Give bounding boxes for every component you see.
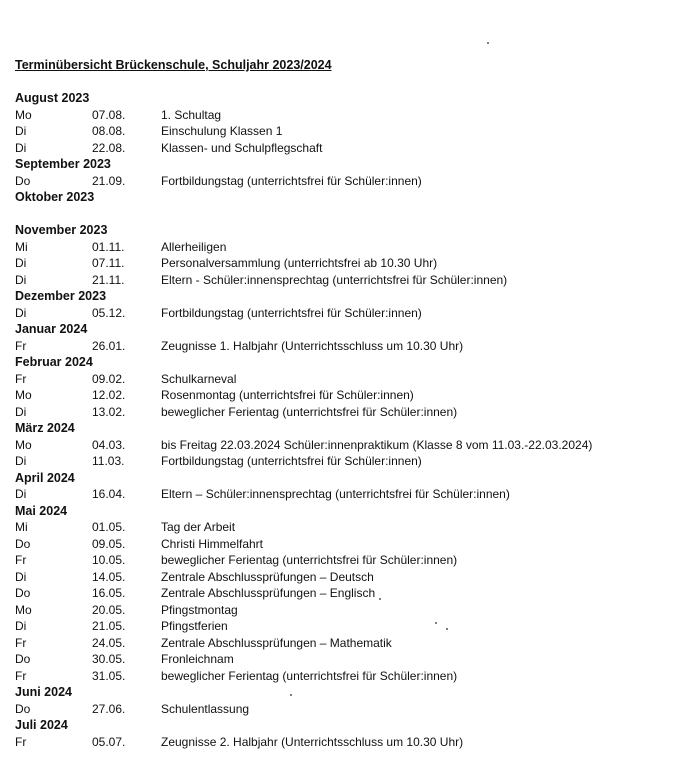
- event-date: 14.05.: [92, 569, 126, 584]
- event-description: Einschulung Klassen 1: [161, 124, 283, 138]
- event-row: [15, 734, 685, 751]
- event-weekday: Do: [15, 586, 31, 600]
- event-weekday: Di: [15, 272, 27, 287]
- event-weekday: Mo: [15, 388, 32, 402]
- event-row: [15, 140, 685, 157]
- event-date: 05.12.: [92, 305, 126, 320]
- event-row: [15, 305, 685, 322]
- event-description: Personalversammlung (unterrichtsfrei ab 10.30 Uhr): [161, 256, 438, 270]
- event-description: Klassen- und Schulpflegschaft: [161, 140, 323, 155]
- event-row: [15, 536, 685, 553]
- event-description: 1. Schultag: [161, 107, 222, 122]
- month-heading: März 2024: [15, 421, 75, 435]
- event-weekday: Mo: [15, 437, 32, 452]
- event-date: 07.08.: [92, 107, 126, 122]
- event-description: Christi Himmelfahrt: [161, 536, 264, 551]
- month-heading: April 2024: [15, 470, 75, 485]
- event-description: Fortbildungstag (unterrichtsfrei für Schüler:innen): [161, 305, 422, 320]
- event-row: [15, 123, 685, 140]
- event-weekday: Do: [15, 173, 31, 188]
- event-row: [15, 338, 685, 355]
- scan-speck: [435, 622, 437, 624]
- event-weekday: Fr: [15, 668, 27, 683]
- event-description: Zentrale Abschlussprüfungen – Mathematik: [161, 635, 392, 650]
- document-title: Terminübersicht Brückenschule, Schuljahr 2023/2024: [15, 58, 332, 72]
- month-heading: Mai 2024: [15, 503, 68, 518]
- event-weekday: Mo: [15, 602, 32, 617]
- month-heading: Oktober 2023: [15, 190, 95, 204]
- event-date: 07.11.: [92, 256, 125, 270]
- month-heading: Juni 2024: [15, 685, 72, 699]
- scan-speck: [290, 694, 292, 696]
- event-weekday: Di: [15, 454, 27, 468]
- event-date: 05.07.: [92, 734, 126, 749]
- event-description: Tag der Arbeit: [161, 520, 236, 534]
- event-weekday: Mi: [15, 239, 28, 254]
- event-row: [15, 173, 685, 190]
- event-weekday: Di: [15, 487, 27, 501]
- event-date: 11.03.: [92, 454, 125, 468]
- event-description: Pfingstmontag: [161, 602, 238, 617]
- month-heading: November 2023: [15, 223, 108, 237]
- event-description: beweglicher Ferientag (unterrichtsfrei für Schüler:innen): [161, 668, 458, 683]
- event-weekday: Fr: [15, 635, 27, 650]
- event-weekday: Do: [15, 536, 31, 551]
- scan-speck: [487, 42, 489, 44]
- month-heading: Januar 2024: [15, 322, 88, 336]
- event-row: [15, 107, 685, 124]
- month-heading: Dezember 2023: [15, 289, 107, 303]
- event-description: Fortbildungstag (unterrichtsfrei für Schüler:innen): [161, 454, 422, 468]
- event-date: 10.05.: [92, 553, 126, 567]
- event-row: [15, 239, 685, 256]
- event-date: 01.11.: [92, 239, 125, 254]
- event-row: [15, 651, 685, 668]
- event-weekday: Fr: [15, 553, 27, 567]
- event-row: [15, 585, 685, 602]
- event-date: 26.01.: [92, 338, 126, 353]
- event-date: 13.02.: [92, 404, 126, 419]
- event-weekday: Fr: [15, 371, 27, 386]
- event-date: 12.02.: [92, 388, 126, 402]
- event-row: [15, 519, 685, 536]
- event-date: 16.04.: [92, 487, 126, 501]
- event-weekday: Do: [15, 652, 31, 666]
- event-row: [15, 602, 685, 619]
- event-description: Zentrale Abschlussprüfungen – Englisch: [161, 586, 376, 600]
- month-heading: Februar 2024: [15, 355, 93, 369]
- event-row: [15, 486, 685, 503]
- event-description: Zeugnisse 2. Halbjahr (Unterrichtsschluss um 10.30 Uhr): [161, 734, 464, 749]
- event-weekday: Di: [15, 256, 27, 270]
- event-row: [15, 618, 685, 635]
- blank-line: [15, 206, 685, 223]
- event-row: [15, 453, 685, 470]
- event-description: Allerheiligen: [161, 239, 227, 254]
- event-row: [15, 371, 685, 388]
- event-row: [15, 272, 685, 289]
- month-heading: September 2023: [15, 157, 111, 171]
- event-date: 22.08.: [92, 140, 126, 155]
- event-date: 24.05.: [92, 635, 126, 650]
- event-row: [15, 668, 685, 685]
- event-row: [15, 569, 685, 586]
- event-weekday: Fr: [15, 734, 27, 749]
- event-description: Pfingstferien: [161, 619, 228, 633]
- event-weekday: Mo: [15, 107, 32, 122]
- event-description: Fronleichnam: [161, 652, 234, 666]
- event-date: 01.05.: [92, 520, 126, 534]
- event-weekday: Di: [15, 124, 27, 138]
- event-date: 20.05.: [92, 602, 126, 617]
- event-description: Schulkarneval: [161, 371, 237, 386]
- event-date: 21.05.: [92, 619, 126, 633]
- event-weekday: Di: [15, 305, 27, 320]
- event-weekday: Fr: [15, 338, 27, 353]
- event-date: 16.05.: [92, 586, 126, 600]
- event-weekday: Di: [15, 619, 27, 633]
- event-description: Rosenmontag (unterrichtsfrei für Schüler:innen): [161, 388, 414, 402]
- event-row: [15, 635, 685, 652]
- event-row: [15, 437, 685, 454]
- event-row: [15, 701, 685, 718]
- event-weekday: Di: [15, 569, 27, 584]
- month-heading: August 2023: [15, 91, 90, 105]
- event-date: 08.08.: [92, 124, 126, 138]
- event-date: 21.09.: [92, 173, 126, 188]
- event-description: bis Freitag 22.03.2024 Schüler:innenpraktikum (Klasse 8 vom 11.03.-22.03.2024): [161, 437, 593, 452]
- event-date: 31.05.: [92, 668, 126, 683]
- event-description: Eltern - Schüler:innensprechtag (unterrichtsfrei für Schüler:innen): [161, 272, 508, 287]
- event-description: beweglicher Ferientag (unterrichtsfrei für Schüler:innen): [161, 404, 458, 419]
- event-row: [15, 404, 685, 421]
- event-description: Fortbildungstag (unterrichtsfrei für Schüler:innen): [161, 173, 422, 188]
- event-description: Zentrale Abschlussprüfungen – Deutsch: [161, 569, 374, 584]
- event-weekday: Di: [15, 404, 27, 419]
- event-description: beweglicher Ferientag (unterrichtsfrei für Schüler:innen): [161, 553, 458, 567]
- scan-speck: [446, 628, 448, 630]
- month-heading: Juli 2024: [15, 718, 68, 732]
- event-weekday: Mi: [15, 520, 28, 534]
- event-date: 21.11.: [92, 272, 125, 287]
- event-description: Schulentlassung: [161, 701, 250, 716]
- event-date: 09.05.: [92, 536, 126, 551]
- event-row: [15, 387, 685, 404]
- event-row: [15, 552, 685, 569]
- event-date: 04.03.: [92, 437, 126, 452]
- scan-speck: [379, 598, 381, 600]
- event-date: 09.02.: [92, 371, 126, 386]
- event-weekday: Do: [15, 701, 31, 716]
- event-description: Eltern – Schüler:innensprechtag (unterrichtsfrei für Schüler:innen): [161, 487, 510, 501]
- event-date: 27.06.: [92, 701, 126, 716]
- schedule-list: [15, 90, 685, 750]
- event-row: [15, 255, 685, 272]
- event-description: Zeugnisse 1. Halbjahr (Unterrichtsschluss um 10.30 Uhr): [161, 338, 464, 353]
- event-date: 30.05.: [92, 652, 126, 666]
- event-weekday: Di: [15, 140, 27, 155]
